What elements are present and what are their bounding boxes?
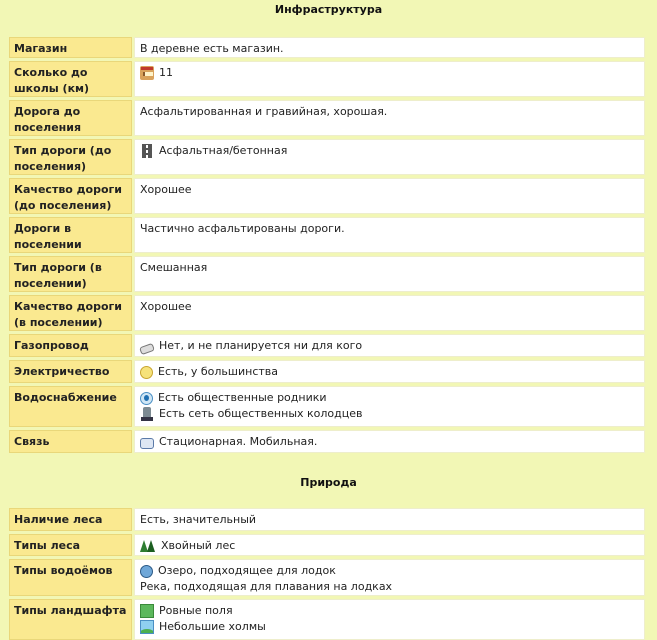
value-line bbox=[140, 65, 640, 81]
row-value bbox=[134, 100, 645, 136]
row-value bbox=[134, 217, 645, 253]
value-text: 11 bbox=[159, 66, 173, 79]
conifer-tree-icon bbox=[140, 539, 156, 553]
value-text: Небольшие холмы bbox=[159, 620, 266, 633]
table-row bbox=[9, 295, 645, 331]
row-label: Качество дороги (до поселения) bbox=[9, 178, 132, 214]
value-line bbox=[140, 512, 640, 528]
value-line bbox=[140, 143, 640, 159]
value-text: Хорошее bbox=[140, 183, 192, 196]
section-title: Инфраструктура bbox=[274, 3, 383, 16]
value-line bbox=[140, 538, 640, 554]
value-line bbox=[140, 563, 640, 579]
row-label: Сколько до школы (км) bbox=[9, 61, 132, 97]
value-line bbox=[140, 338, 640, 354]
value-line bbox=[140, 260, 640, 276]
row-value bbox=[134, 256, 645, 292]
table-row bbox=[9, 217, 645, 253]
value-line bbox=[140, 619, 640, 635]
row-label: Типы ландшафта bbox=[9, 599, 132, 640]
row-value bbox=[134, 534, 645, 556]
row-label: Дорога до поселения bbox=[9, 100, 132, 136]
row-value bbox=[134, 334, 645, 357]
row-value bbox=[134, 178, 645, 214]
value-line bbox=[140, 299, 640, 315]
value-text: Есть, у большинства bbox=[158, 365, 279, 378]
row-value bbox=[134, 360, 645, 383]
table-row bbox=[9, 559, 645, 596]
table-row bbox=[9, 599, 645, 640]
value-text: Хвойный лес bbox=[161, 539, 236, 552]
school-icon bbox=[140, 66, 154, 80]
table-row bbox=[9, 386, 645, 427]
row-value bbox=[134, 508, 645, 531]
value-line bbox=[140, 104, 640, 120]
road-icon bbox=[142, 144, 152, 158]
value-line bbox=[140, 221, 640, 237]
row-value bbox=[134, 139, 645, 175]
table-row bbox=[9, 534, 645, 556]
value-line bbox=[140, 603, 640, 619]
light-bulb-icon bbox=[140, 366, 153, 379]
value-text: Озеро, подходящее для лодок bbox=[158, 564, 336, 577]
table-row bbox=[9, 256, 645, 292]
row-label: Дороги в поселении bbox=[9, 217, 132, 253]
phone-icon bbox=[140, 438, 154, 449]
row-label: Газопровод bbox=[9, 334, 132, 357]
row-label: Типы водоёмов bbox=[9, 559, 132, 596]
row-value bbox=[134, 559, 645, 596]
value-line bbox=[140, 182, 640, 198]
row-label: Типы леса bbox=[9, 534, 132, 556]
row-label: Связь bbox=[9, 430, 132, 453]
value-text: Ровные поля bbox=[159, 604, 233, 617]
value-text: Есть, значительный bbox=[140, 513, 257, 526]
table-row bbox=[9, 178, 645, 214]
value-line bbox=[140, 41, 640, 57]
flat-field-icon bbox=[140, 604, 154, 618]
lake-icon bbox=[140, 565, 153, 578]
row-value bbox=[134, 430, 645, 453]
row-value bbox=[134, 61, 645, 97]
row-label: Тип дороги (до поселения) bbox=[9, 139, 132, 175]
row-value bbox=[134, 295, 645, 331]
value-text: Река, подходящая для плавания на лодках bbox=[140, 580, 393, 593]
row-label: Водоснабжение bbox=[9, 386, 132, 427]
water-drop-icon bbox=[140, 392, 153, 405]
value-text: Стационарная. Мобильная. bbox=[159, 435, 318, 448]
value-text: Асфальтированная и гравийная, хорошая. bbox=[140, 105, 388, 118]
value-line bbox=[140, 579, 640, 595]
section-title: Природа bbox=[300, 476, 357, 489]
hills-icon bbox=[140, 620, 154, 634]
row-value bbox=[134, 386, 645, 427]
row-label: Магазин bbox=[9, 37, 132, 58]
value-line bbox=[140, 364, 640, 380]
value-text: Хорошее bbox=[140, 300, 192, 313]
table-row bbox=[9, 37, 645, 58]
value-text: Смешанная bbox=[140, 261, 208, 274]
table-row bbox=[9, 508, 645, 531]
table-row bbox=[9, 334, 645, 357]
well-icon bbox=[143, 407, 151, 421]
value-line bbox=[140, 434, 640, 450]
table-row bbox=[9, 139, 645, 175]
value-text: Частично асфальтированы дороги. bbox=[140, 222, 345, 235]
table-row bbox=[9, 61, 645, 97]
value-line bbox=[140, 390, 640, 406]
value-text: Асфальтная/бетонная bbox=[159, 144, 288, 157]
value-text: Есть общественные родники bbox=[158, 391, 327, 404]
gas-pipe-icon bbox=[139, 343, 155, 355]
value-text: Нет, и не планируется ни для кого bbox=[159, 339, 363, 352]
row-label: Электричество bbox=[9, 360, 132, 383]
value-text: В деревне есть магазин. bbox=[140, 42, 284, 55]
table-row bbox=[9, 360, 645, 383]
table-row bbox=[9, 430, 645, 453]
row-value bbox=[134, 37, 645, 58]
value-text: Есть сеть общественных колодцев bbox=[159, 407, 363, 420]
row-label: Качество дороги (в поселении) bbox=[9, 295, 132, 331]
row-value bbox=[134, 599, 645, 640]
row-label: Тип дороги (в поселении) bbox=[9, 256, 132, 292]
row-label: Наличие леса bbox=[9, 508, 132, 531]
value-line bbox=[140, 406, 640, 422]
table-row bbox=[9, 100, 645, 136]
